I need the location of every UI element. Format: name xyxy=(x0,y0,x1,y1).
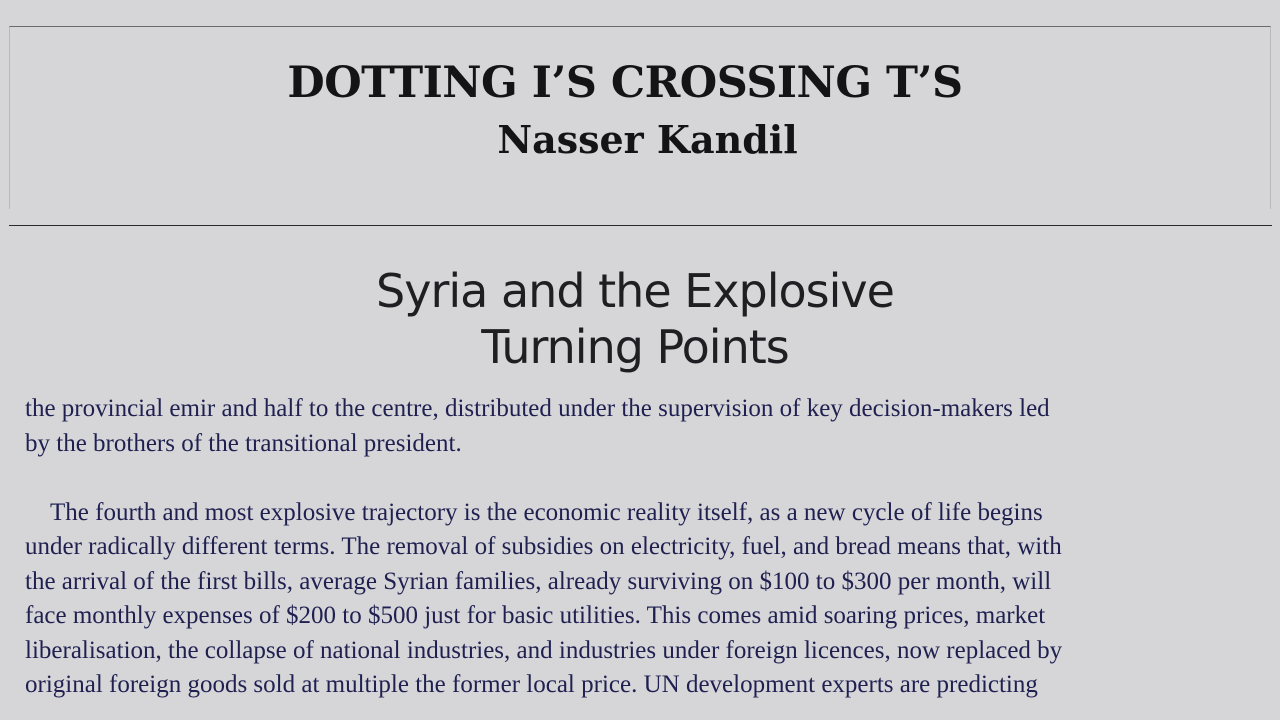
header-divider xyxy=(9,225,1272,226)
paragraph xyxy=(25,496,1240,703)
text-line: under radically different terms. The removal of subsidies on electricity, fuel, and bread means that, with xyxy=(25,533,1062,560)
author-name: Nasser Kandil xyxy=(497,117,798,162)
article-title-line: Turning Points xyxy=(481,320,789,374)
article-title xyxy=(0,263,1270,375)
article-body xyxy=(25,392,1240,703)
article-title-line: Syria and the Explosive xyxy=(376,264,894,318)
text-line: face monthly expenses of $200 to $500 just for basic utilities. This comes amid soaring prices, market xyxy=(25,602,1046,629)
text-line: original foreign goods sold at multiple the former local price. UN development experts are predicting xyxy=(25,671,1038,698)
text-line: the arrival of the first bills, average Syrian families, already surviving on $100 to $300 per month, will xyxy=(25,567,1052,595)
series-title: DOTTING I’S CROSSING T’S xyxy=(287,58,963,108)
text-line: the provincial emir and half to the centre, distributed under the supervision of key decision-makers led xyxy=(25,395,1050,422)
text-line: by the brothers of the transitional president. xyxy=(25,429,462,457)
paragraph xyxy=(25,392,1240,461)
text-line: liberalisation, the collapse of national industries, and industries under foreign licences, now replaced by xyxy=(25,636,1063,664)
text-line: The fourth and most explosive trajectory is the economic reality itself, as a new cycle of life begins xyxy=(50,498,1043,526)
